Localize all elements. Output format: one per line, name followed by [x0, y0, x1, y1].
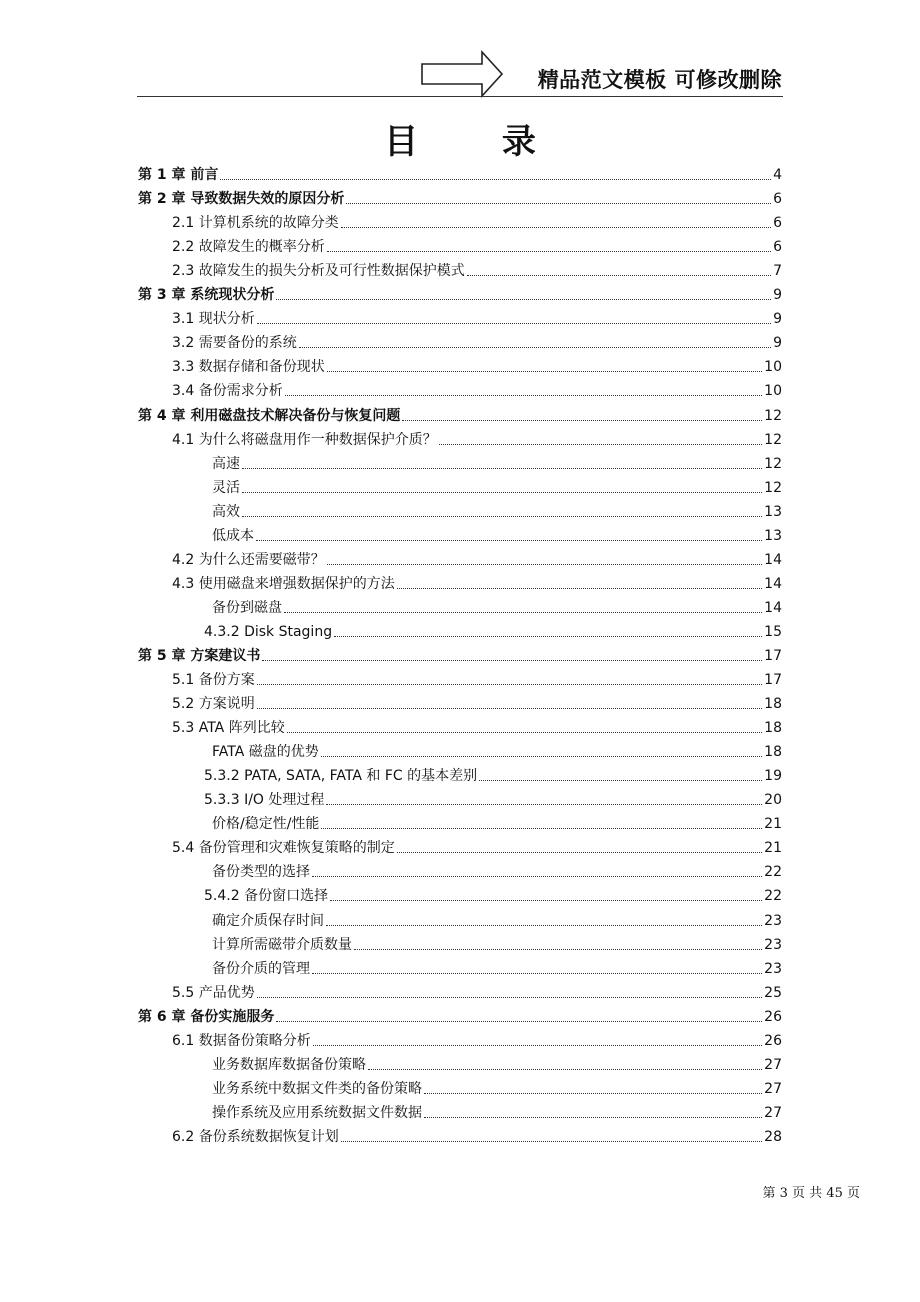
- toc-entry-label: 3.3 数据存储和备份现状: [172, 359, 325, 376]
- toc-entry[interactable]: [138, 208, 782, 232]
- toc-entry-label: 灵活: [212, 479, 240, 496]
- toc-entry[interactable]: [138, 617, 782, 641]
- toc-entry-page-number: 27: [764, 1056, 782, 1073]
- toc-entry-page-number: 14: [764, 599, 782, 616]
- toc-entry-page-number: 18: [764, 720, 782, 737]
- toc-entry-page-number: 13: [764, 527, 782, 544]
- toc-entry-page-number: 9: [773, 311, 782, 328]
- toc-entry-label: 业务数据库数据备份策略: [212, 1056, 366, 1073]
- toc-dot-leader: [346, 203, 771, 204]
- toc-entry[interactable]: [138, 184, 782, 208]
- toc-entry[interactable]: [138, 1074, 782, 1098]
- toc-entry[interactable]: [138, 833, 782, 857]
- toc-dot-leader: [257, 708, 762, 709]
- toc-dot-leader: [424, 1093, 762, 1094]
- toc-entry-page-number: 21: [764, 840, 782, 857]
- toc-entry[interactable]: [138, 954, 782, 978]
- toc-entry-label: 第 4 章 利用磁盘技术解决备份与恢复问题: [138, 407, 401, 424]
- toc-dot-leader: [397, 852, 762, 853]
- toc-dot-leader: [312, 973, 762, 974]
- page-title: 目 录: [384, 122, 572, 162]
- toc-entry-label: 5.3.3 I/O 处理过程: [204, 792, 325, 809]
- toc-dot-leader: [242, 492, 762, 493]
- toc-entry[interactable]: [138, 232, 782, 256]
- toc-dot-leader: [397, 588, 762, 589]
- toc-entry[interactable]: [138, 1026, 782, 1050]
- toc-dot-leader: [256, 540, 762, 541]
- toc-entry-label: 第 6 章 备份实施服务: [138, 1008, 275, 1025]
- toc-entry-label: 低成本: [212, 527, 254, 544]
- toc-entry-page-number: 22: [764, 888, 782, 905]
- header-text: 精品范文模板 可修改删除: [537, 68, 782, 92]
- toc-entry-label: 3.2 需要备份的系统: [172, 335, 297, 352]
- toc-entry[interactable]: [138, 1122, 782, 1146]
- toc-entry-page-number: 23: [764, 936, 782, 953]
- toc-dot-leader: [242, 468, 762, 469]
- toc-dot-leader: [242, 516, 762, 517]
- toc-entry-page-number: 28: [764, 1128, 782, 1145]
- toc-dot-leader: [257, 684, 762, 685]
- toc-entry-page-number: 14: [764, 575, 782, 592]
- toc-entry[interactable]: [138, 713, 782, 737]
- toc-entry-page-number: 21: [764, 816, 782, 833]
- toc-entry[interactable]: [138, 593, 782, 617]
- toc-dot-leader: [327, 251, 771, 252]
- toc-entry-label: 2.1 计算机系统的故障分类: [172, 215, 339, 232]
- toc-entry[interactable]: [138, 905, 782, 929]
- toc-dot-leader: [354, 949, 762, 950]
- toc-entry[interactable]: [138, 473, 782, 497]
- toc-dot-leader: [402, 420, 762, 421]
- toc-entry-label: 5.3.2 PATA, SATA, FATA 和 FC 的基本差别: [204, 768, 478, 785]
- toc-entry[interactable]: [138, 665, 782, 689]
- toc-entry-label: 4.2 为什么还需要磁带？: [172, 551, 325, 568]
- toc-dot-leader: [313, 1045, 762, 1046]
- toc-dot-leader: [257, 323, 771, 324]
- toc-entry-label: 5.4.2 备份窗口选择: [204, 888, 329, 905]
- toc-entry-page-number: 6: [773, 215, 782, 232]
- toc-entry[interactable]: [138, 376, 782, 400]
- toc-dot-leader: [341, 227, 771, 228]
- toc-dot-leader: [326, 804, 762, 805]
- toc-entry-label: 确定介质保存时间: [212, 912, 324, 929]
- toc-entry[interactable]: [138, 160, 782, 184]
- toc-entry-page-number: 26: [764, 1008, 782, 1025]
- toc-dot-leader: [276, 1021, 762, 1022]
- toc-entry[interactable]: [138, 521, 782, 545]
- toc-entry-label: 价格/稳定性/性能: [212, 816, 320, 833]
- table-of-contents: [138, 160, 782, 1146]
- toc-entry-label: 备份介质的管理: [212, 960, 310, 977]
- toc-entry-label: 5.2 方案说明: [172, 696, 255, 713]
- toc-dot-leader: [285, 395, 762, 396]
- header-divider: [137, 96, 783, 97]
- toc-entry-page-number: 19: [764, 768, 782, 785]
- toc-dot-leader: [312, 876, 762, 877]
- toc-dot-leader: [287, 732, 762, 733]
- toc-entry[interactable]: [138, 304, 782, 328]
- toc-dot-leader: [368, 1069, 762, 1070]
- toc-entry[interactable]: [138, 1050, 782, 1074]
- toc-entry-page-number: 26: [764, 1032, 782, 1049]
- toc-entry-label: 5.3 ATA 阵列比较: [172, 720, 285, 737]
- toc-entry-page-number: 23: [764, 960, 782, 977]
- toc-entry-label: 第 1 章 前言: [138, 167, 219, 184]
- toc-entry[interactable]: [138, 280, 782, 304]
- toc-entry-page-number: 10: [764, 359, 782, 376]
- toc-entry-page-number: 12: [764, 431, 782, 448]
- toc-entry-label: 2.2 故障发生的概率分析: [172, 239, 325, 256]
- toc-entry-page-number: 15: [764, 623, 782, 640]
- toc-entry-page-number: 12: [764, 455, 782, 472]
- toc-entry-page-number: 12: [764, 407, 782, 424]
- toc-entry-page-number: 13: [764, 503, 782, 520]
- toc-dot-leader: [276, 299, 771, 300]
- toc-entry-label: FATA 磁盘的优势: [212, 744, 319, 761]
- page-footer: 第 3 页 共 45 页: [762, 1186, 860, 1201]
- toc-dot-leader: [262, 660, 762, 661]
- toc-entry-page-number: 10: [764, 383, 782, 400]
- toc-entry[interactable]: [138, 809, 782, 833]
- toc-entry-page-number: 9: [773, 335, 782, 352]
- toc-entry-label: 高速: [212, 455, 240, 472]
- toc-entry[interactable]: [138, 641, 782, 665]
- toc-entry[interactable]: [138, 930, 782, 954]
- toc-dot-leader: [424, 1117, 762, 1118]
- toc-entry-page-number: 9: [773, 287, 782, 304]
- toc-entry-page-number: 22: [764, 864, 782, 881]
- toc-entry[interactable]: [138, 978, 782, 1002]
- toc-entry-label: 4.3.2 Disk Staging: [204, 623, 333, 640]
- arrow-icon: [420, 50, 504, 98]
- toc-entry[interactable]: [138, 689, 782, 713]
- toc-dot-leader: [257, 997, 762, 998]
- toc-entry[interactable]: [138, 400, 782, 424]
- toc-entry-page-number: 12: [764, 479, 782, 496]
- toc-entry-label: 业务系统中数据文件类的备份策略: [212, 1080, 422, 1097]
- toc-entry-label: 6.1 数据备份策略分析: [172, 1032, 311, 1049]
- toc-entry-label: 3.1 现状分析: [172, 311, 255, 328]
- toc-dot-leader: [330, 900, 762, 901]
- toc-entry-label: 5.4 备份管理和灾难恢复策略的制定: [172, 840, 395, 857]
- toc-entry-label: 第 3 章 系统现状分析: [138, 287, 275, 304]
- toc-entry[interactable]: [138, 449, 782, 473]
- toc-entry-label: 第 5 章 方案建议书: [138, 647, 261, 664]
- toc-dot-leader: [299, 347, 771, 348]
- toc-entry-page-number: 27: [764, 1104, 782, 1121]
- toc-entry[interactable]: [138, 569, 782, 593]
- toc-entry-page-number: 23: [764, 912, 782, 929]
- toc-entry[interactable]: [138, 256, 782, 280]
- toc-dot-leader: [334, 636, 762, 637]
- toc-entry[interactable]: [138, 425, 782, 449]
- toc-entry[interactable]: [138, 881, 782, 905]
- toc-entry-label: 备份类型的选择: [212, 864, 310, 881]
- toc-entry-label: 备份到磁盘: [212, 599, 282, 616]
- toc-entry-page-number: 18: [764, 744, 782, 761]
- toc-dot-leader: [327, 371, 762, 372]
- toc-entry-label: 第 2 章 导致数据失效的原因分析: [138, 191, 345, 208]
- toc-dot-leader: [467, 275, 771, 276]
- toc-entry-page-number: 14: [764, 551, 782, 568]
- toc-dot-leader: [327, 564, 762, 565]
- toc-entry-page-number: 17: [764, 672, 782, 689]
- toc-dot-leader: [341, 1141, 762, 1142]
- toc-entry[interactable]: [138, 1098, 782, 1122]
- toc-entry[interactable]: [138, 761, 782, 785]
- toc-entry[interactable]: [138, 545, 782, 569]
- toc-entry[interactable]: [138, 857, 782, 881]
- toc-entry-page-number: 17: [764, 647, 782, 664]
- toc-dot-leader: [439, 444, 762, 445]
- toc-entry-page-number: 6: [773, 191, 782, 208]
- toc-entry-label: 5.1 备份方案: [172, 672, 255, 689]
- toc-entry-page-number: 7: [773, 263, 782, 280]
- toc-entry-label: 6.2 备份系统数据恢复计划: [172, 1128, 339, 1145]
- toc-entry-page-number: 6: [773, 239, 782, 256]
- toc-dot-leader: [321, 756, 762, 757]
- toc-entry-label: 4.3 使用磁盘来增强数据保护的方法: [172, 575, 395, 592]
- toc-entry-label: 计算所需磁带介质数量: [212, 936, 352, 953]
- toc-entry[interactable]: [138, 1002, 782, 1026]
- toc-dot-leader: [284, 612, 762, 613]
- toc-entry-page-number: 4: [773, 167, 782, 184]
- toc-entry-page-number: 18: [764, 696, 782, 713]
- toc-dot-leader: [220, 179, 771, 180]
- toc-entry[interactable]: [138, 352, 782, 376]
- toc-entry-label: 4.1 为什么将磁盘用作一种数据保护介质？: [172, 431, 437, 448]
- toc-entry-label: 操作系统及应用系统数据文件数据: [212, 1104, 422, 1121]
- toc-entry-page-number: 20: [764, 792, 782, 809]
- toc-entry-page-number: 25: [764, 984, 782, 1001]
- toc-entry-page-number: 27: [764, 1080, 782, 1097]
- toc-entry[interactable]: [138, 737, 782, 761]
- toc-entry[interactable]: [138, 497, 782, 521]
- toc-dot-leader: [479, 780, 762, 781]
- toc-dot-leader: [326, 925, 762, 926]
- toc-dot-leader: [321, 828, 762, 829]
- toc-entry[interactable]: [138, 785, 782, 809]
- toc-entry-label: 5.5 产品优势: [172, 984, 255, 1001]
- toc-entry-label: 2.3 故障发生的损失分析及可行性数据保护模式: [172, 263, 465, 280]
- toc-entry-label: 3.4 备份需求分析: [172, 383, 283, 400]
- toc-entry-label: 高效: [212, 503, 240, 520]
- toc-entry[interactable]: [138, 328, 782, 352]
